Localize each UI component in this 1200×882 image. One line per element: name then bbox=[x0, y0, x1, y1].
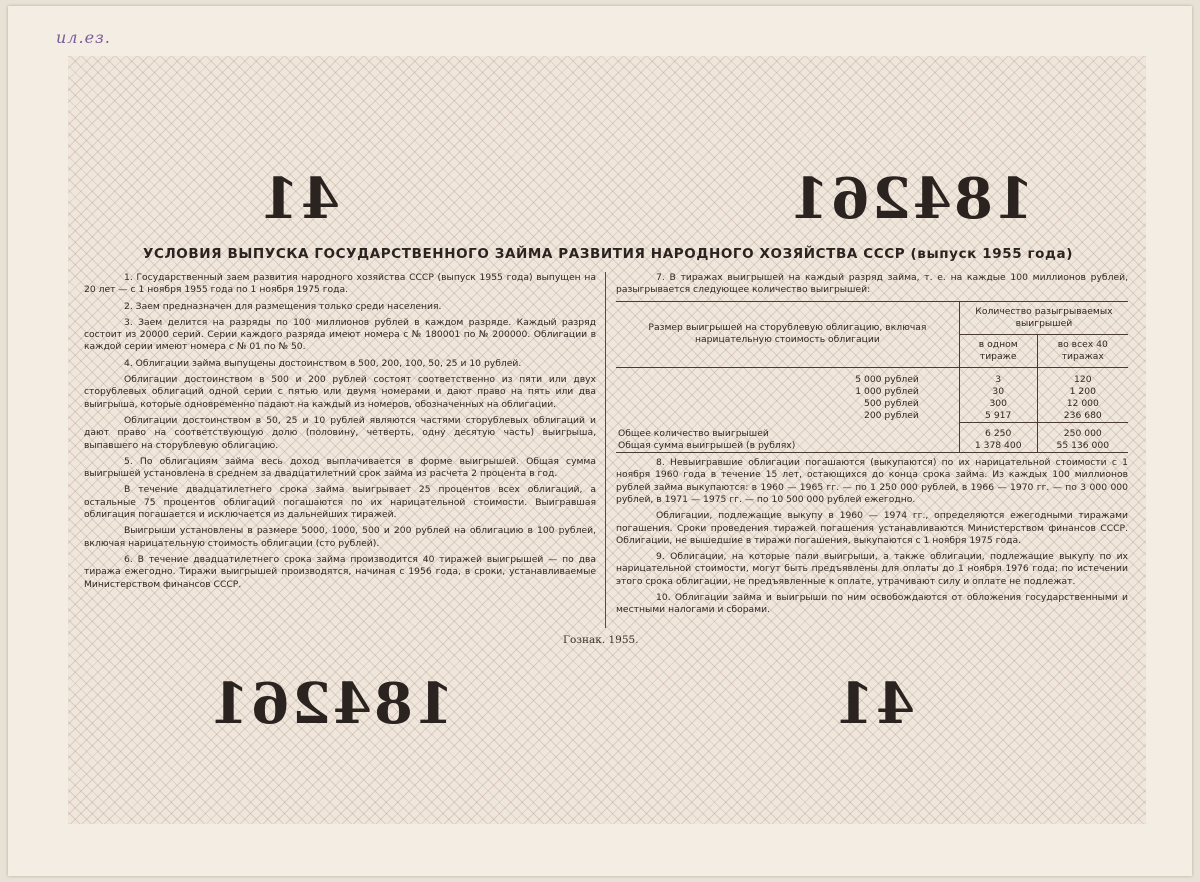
all-draws-header: во всех 40 тиражах bbox=[1037, 334, 1128, 367]
serial-number-bottom-left: 184261 bbox=[208, 671, 454, 737]
prize-one-draw: 5 917 bbox=[959, 410, 1037, 423]
paragraph-5b: В течение двадцатилетнего срока займа выигрывает 25 процентов всех облигаций, а остальные 75 процентов облигаций погашаются по их нарицательной стоимости. Выигравшая облигация погашается и исключается из дальнейших тиражей. bbox=[84, 484, 596, 521]
series-number-top-left: 41 bbox=[258, 166, 340, 232]
paragraph-4c: Облигации достоинством в 50, 25 и 10 рублей являются частями сторублевых облигаций и дают право на соответствующую долю (половину, четверть, одну десятую часть) выигрыша, выпавшего на сторублевую облигацию. bbox=[84, 414, 596, 451]
prize-all-draws: 120 bbox=[1037, 374, 1128, 386]
prize-one-draw: 3 bbox=[959, 374, 1037, 386]
table-total-row bbox=[616, 428, 1128, 440]
prize-all-draws: 12 000 bbox=[1037, 398, 1128, 410]
right-column bbox=[616, 272, 1128, 621]
prize-one-draw: 300 bbox=[959, 398, 1037, 410]
total-all-draws: 55 136 000 bbox=[1037, 440, 1128, 453]
prize-label: 200 рублей bbox=[863, 409, 919, 421]
table-row bbox=[616, 374, 1128, 386]
column-divider bbox=[605, 272, 606, 628]
table-row bbox=[616, 386, 1128, 398]
prize-label: 5 000 рублей bbox=[855, 373, 919, 385]
paragraph-8: 8. Невыигравшие облигации погашаются (выкупаются) по их нарицательной стоимости с 1 ноября 1960 года в течение 15 лет, остающихся до конца срока займа. Из каждых 100 миллионов рублей займа выкупаются: в 1960 — 1965 гг. — по 1 250 000 рублей, в 1966 — 1970 гг. — по 3 000 000 рублей, в 1971 — 1975 гг. — по 10 500 000 рублей ежегодно. bbox=[616, 457, 1128, 505]
paragraph-5: 5. По облигациям займа весь доход выплачивается в форме выигрышей. Общая сумма выигрышей установлена в среднем за двадцатилетний срок займа из расчета 2 процента в год. bbox=[84, 455, 596, 480]
left-column bbox=[84, 272, 596, 595]
paragraph-7: 7. В тиражах выигрышей на каждый разряд займа, т. е. на каждые 100 миллионов рублей, разыгрывается следующее количество выигрышей: bbox=[616, 272, 1128, 296]
document-title: УСЛОВИЯ ВЫПУСКА ГОСУДАРСТВЕННОГО ЗАЙМА РАЗВИТИЯ НАРОДНОГО ХОЗЯЙСТВА СССР (выпуск 1955 года) bbox=[142, 246, 1074, 262]
printer-credit: Гознак. 1955. bbox=[563, 634, 639, 646]
total-one-draw: 6 250 bbox=[959, 428, 1037, 440]
paragraph-10: 10. Облигации займа и выигрыши по ним освобождаются от обложения государственными и местными налогами и сборами. bbox=[616, 592, 1128, 616]
paragraph-4b: Облигации достоинством в 500 и 200 рублей состоят соответственно из пяти или двух сторублевых облигаций одной серии с пятью или двумя номерами и дают право на пять или два выигрыша, которые одновременно падают на каждый из номеров, обозначенных на облигации. bbox=[84, 374, 596, 410]
prize-count-header: Количество разыгрываемых выигрышей bbox=[959, 301, 1128, 334]
paragraph-9: 9. Облигации, на которые пали выигрыши, а также облигации, подлежащие выкупу по их нарицательной стоимости, могут быть предъявлены для оплаты до 1 ноября 1976 года; по истечении этого срока облигации, не предъявленные к оплате, утрачивают силу и оплате не подлежат. bbox=[616, 551, 1128, 587]
total-label: Общее количество выигрышей bbox=[618, 428, 769, 440]
prize-all-draws: 1 200 bbox=[1037, 386, 1128, 398]
paragraph-6: 6. В течение двадцатилетнего срока займа производится 40 тиражей выигрышей — по два тиража ежегодно. Тиражи выигрышей производятся, начиная с 1956 года, в сроки, устанавливаемые Министерством финансов СССР. bbox=[84, 553, 596, 590]
serial-number-top-right: 184261 bbox=[788, 166, 1034, 232]
paragraph-3: 3. Заем делится на разряды по 100 миллионов рублей в каждом разряде. Каждый разряд состоит из 20000 серий. Серии каждого разряда имеют номера с № 180001 по № 200000. Облигации в каждой серии имеют номера с № 01 по № 50. bbox=[84, 316, 596, 353]
table-row bbox=[616, 410, 1128, 423]
table-total-row bbox=[616, 440, 1128, 453]
series-number-bottom-right: 41 bbox=[833, 671, 915, 737]
bond-sheet bbox=[8, 6, 1192, 876]
prize-size-header: Размер выигрышей на сторублевую облигацию, включая нарицательную стоимость облигации bbox=[616, 301, 959, 367]
prize-label: 1 000 рублей bbox=[855, 385, 919, 397]
table-row bbox=[616, 398, 1128, 410]
prize-all-draws: 236 680 bbox=[1037, 410, 1128, 423]
total-one-draw: 1 378 400 bbox=[959, 440, 1037, 453]
total-label: Общая сумма выигрышей (в рублях) bbox=[616, 440, 959, 453]
paragraph-2: 2. Заем предназначен для размещения только среди населения. bbox=[124, 300, 442, 312]
paragraph-1: 1. Государственный заем развития народного хозяйства СССР (выпуск 1955 года) выпущен на 20 лет — с 1 ноября 1955 года по 1 ноября 1975 года. bbox=[84, 272, 596, 296]
prize-table bbox=[616, 301, 1128, 454]
handwritten-note: ил.ез. bbox=[56, 28, 111, 47]
total-all-draws: 250 000 bbox=[1037, 428, 1128, 440]
paragraph-4: 4. Облигации займа выпущены достоинством в 500, 200, 100, 50, 25 и 10 рублей. bbox=[124, 357, 522, 369]
prize-label: 500 рублей bbox=[863, 397, 919, 409]
prize-one-draw: 30 bbox=[959, 386, 1037, 398]
paragraph-5c: Выигрыши установлены в размере 5000, 1000, 500 и 200 рублей на облигацию в 100 рублей, включая нарицательную стоимость облигации (сто рублей). bbox=[84, 525, 596, 549]
one-draw-header: в одном тираже bbox=[959, 334, 1037, 367]
paragraph-8b: Облигации, подлежащие выкупу в 1960 — 1974 гг., определяются ежегодными тиражами погашения. Сроки проведения тиражей погашения устанавливаются Министерством финансов СССР. Облигации, не вышедшие в тиражи погашения, выкупаются с 1 ноября 1975 года. bbox=[616, 510, 1128, 546]
